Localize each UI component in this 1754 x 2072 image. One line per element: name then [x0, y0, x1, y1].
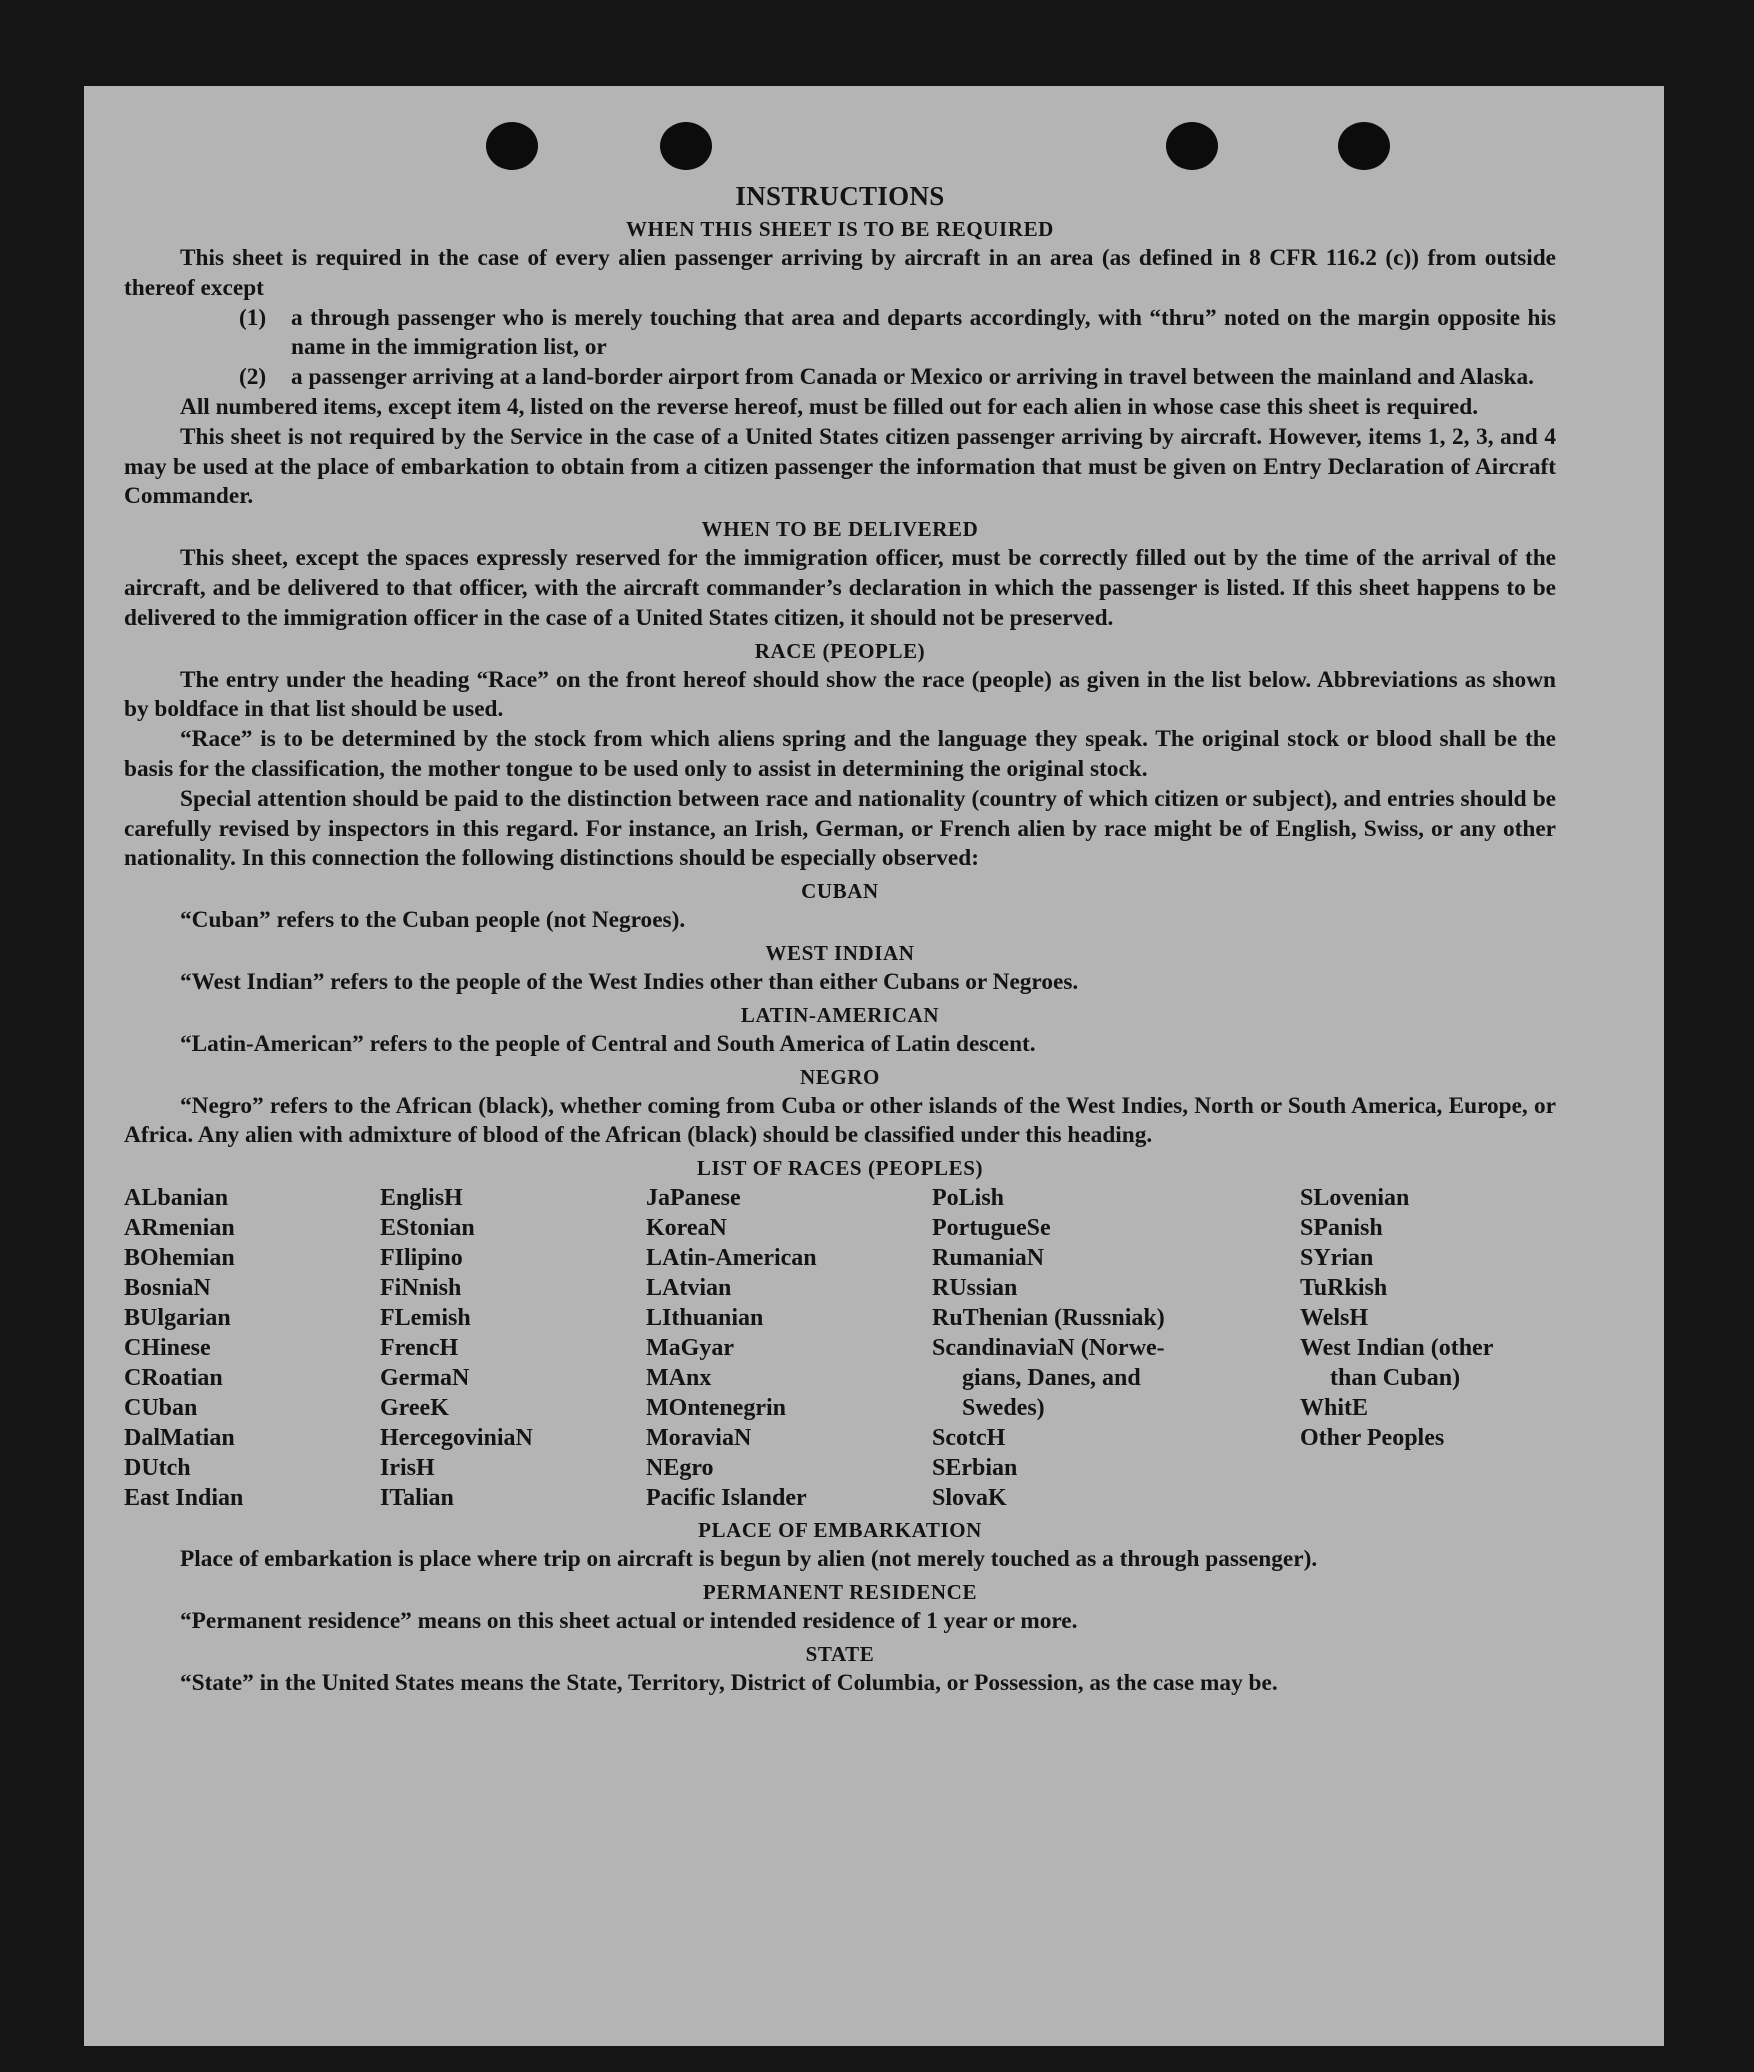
race-entry: SYrian [1300, 1245, 1374, 1272]
race-entry: BosniaN [124, 1275, 211, 1302]
punch-hole-4 [1338, 122, 1390, 170]
heading-race: RACE (PEOPLE) [754, 638, 926, 663]
exception-item-1 [239, 304, 1556, 364]
race-entry: CRoatian [124, 1365, 223, 1392]
state-para: “State” in the United States means the State, Territory, District of Columbia, or Possession, as the case may be. [180, 1669, 1278, 1696]
exception-item-2-text: a passenger arriving at a land-border airport from Canada or Mexico or arriving in travel between the mainland and Alaska. [291, 364, 1534, 391]
when-delivered-para: This sheet, except the spaces expressly reserved for the immigration officer, must be correctly filled out by the time of the arrival of the aircraft, and be delivered to that officer, with the aircraft commander’s declaration in which the passenger is listed. If this sheet happens to be delivered to the immigration officer in the case of a United States citizen, it should not be preserved. [124, 545, 1556, 631]
race-entry: IrisH [380, 1455, 435, 1482]
race-entry: West Indian (other [1300, 1335, 1494, 1362]
race-entry: DUtch [124, 1455, 191, 1482]
race-entry: MaGyar [646, 1335, 734, 1362]
heading-when-delivered: WHEN TO BE DELIVERED [701, 517, 979, 542]
race-column-3 [646, 1183, 932, 1513]
race-entry: GermaN [380, 1365, 470, 1392]
punch-hole-2 [660, 122, 712, 170]
race-entry: BOhemian [124, 1245, 235, 1272]
race-column-1 [124, 1183, 380, 1513]
when-required-para-3: This sheet is not required by the Service in the case of a United States citizen passenger arriving by aircraft. However, items 1, 2, 3, and 4 may be used at the place of embarkation to obtain from a citizen passenger the information that must be given on Entry Declaration of Aircraft Commander. [124, 423, 1556, 510]
race-list [124, 1183, 1556, 1513]
race-entry: PoLish [932, 1185, 1005, 1212]
punch-hole-1 [486, 122, 538, 170]
race-entry: ScotcH [932, 1425, 1006, 1452]
race-entry: RumaniaN [932, 1245, 1045, 1272]
race-entry: ARmenian [124, 1215, 235, 1242]
heading-list-of-races: LIST OF RACES (PEOPLES) [696, 1156, 984, 1181]
race-entry: LAtvian [646, 1275, 732, 1302]
cuban-para: “Cuban” refers to the Cuban people (not Negroes). [180, 907, 686, 934]
residence-para: “Permanent residence” means on this sheet actual or intended residence of 1 year or more. [180, 1607, 1078, 1634]
instruction-sheet [84, 86, 1664, 2046]
race-entry: MoraviaN [646, 1425, 752, 1452]
latin-american-para: “Latin-American” refers to the people of Central and South America of Latin descent. [180, 1030, 1036, 1057]
race-entry: TuRkish [1300, 1275, 1388, 1302]
race-entry: GreeK [380, 1395, 449, 1422]
race-column-2 [380, 1183, 646, 1513]
heading-cuban: CUBAN [801, 879, 879, 904]
race-entry-continuation: gians, Danes, and [962, 1365, 1141, 1392]
race-para-1: The entry under the heading “Race” on the front hereof should show the race (people) as given in the list below. Abbreviations as shown by boldface in that list should be used. [124, 666, 1556, 723]
race-entry: EnglisH [380, 1185, 463, 1212]
exception-item-1-number: (1) [239, 304, 267, 331]
race-entry: NEgro [646, 1455, 714, 1482]
race-entry: CHinese [124, 1335, 211, 1362]
exception-item-2 [239, 363, 1556, 393]
race-entry: EStonian [380, 1215, 475, 1242]
heading-permanent-residence: PERMANENT RESIDENCE [702, 1579, 978, 1604]
negro-para: “Negro” refers to the African (black), whether coming from Cuba or other islands of the West Indies, North or South America, Europe, or Africa. Any alien with admixture of blood of the African (black) should be classified under this heading. [124, 1092, 1556, 1149]
race-entry: SErbian [932, 1455, 1018, 1482]
when-required-para-2: All numbered items, except item 4, listed on the reverse hereof, must be filled out for each alien in whose case this sheet is required. [180, 393, 1479, 420]
race-entry: FiNnish [380, 1275, 462, 1302]
race-entry-continuation: Swedes) [962, 1395, 1045, 1422]
heading-place-of-embarkation: PLACE OF EMBARKATION [698, 1518, 982, 1543]
race-entry: Other Peoples [1300, 1425, 1445, 1452]
punch-hole-3 [1166, 122, 1218, 170]
race-para-3: Special attention should be paid to the distinction between race and nationality (country of which citizen or subject), and entries should be carefully revised by inspectors in this regard. For instance, an Irish, German, or French alien by race might be of English, Swiss, or any other nationality. In this connection the following distinctions should be especially observed: [124, 785, 1556, 872]
race-entry: SLovenian [1300, 1185, 1410, 1212]
embarkation-para: Place of embarkation is place where trip on aircraft is begun by alien (not merely touched as a through passenger). [180, 1546, 1318, 1573]
heading-state: STATE [805, 1641, 875, 1666]
race-entry-continuation: than Cuban) [1330, 1365, 1461, 1392]
race-entry: SlovaK [932, 1485, 1007, 1512]
heading-latin-american: LATIN-AMERICAN [740, 1002, 940, 1027]
exception-item-2-number: (2) [239, 364, 267, 391]
race-entry: KoreaN [646, 1215, 727, 1242]
race-column-4 [932, 1183, 1300, 1513]
race-para-2: “Race” is to be determined by the stock from which aliens spring and the language they speak. The original stock or blood shall be the basis for the classification, the mother tongue to be used only to assist in determining the original stock. [124, 726, 1556, 782]
race-entry: CUban [124, 1395, 198, 1422]
race-entry: RUssian [932, 1275, 1018, 1302]
race-entry: FrencH [380, 1335, 459, 1362]
race-entry: FIlipino [380, 1245, 463, 1272]
heading-west-indian: WEST INDIAN [765, 940, 915, 965]
race-entry: FLemish [380, 1305, 471, 1332]
race-entry: ITalian [380, 1485, 454, 1512]
when-required-intro: This sheet is required in the case of every alien passenger arriving by aircraft in an area (as defined in 8 CFR 116.2 (c)) from outside thereof except [124, 245, 1556, 301]
race-entry: East Indian [124, 1485, 244, 1512]
race-entry: ScandinaviaN (Norwe- [932, 1335, 1165, 1362]
race-entry: ALbanian [124, 1185, 229, 1212]
race-entry: LIthuanian [646, 1305, 764, 1332]
race-entry: Pacific Islander [646, 1485, 807, 1512]
race-column-5 [1300, 1183, 1570, 1513]
race-entry: HercegoviniaN [380, 1425, 533, 1452]
page-title: INSTRUCTIONS [735, 181, 945, 211]
west-indian-para: “West Indian” refers to the people of the West Indies other than either Cubans or Negroes. [180, 968, 1079, 995]
race-entry: JaPanese [646, 1185, 741, 1212]
race-entry: WhitE [1300, 1395, 1369, 1422]
race-entry: BUlgarian [124, 1305, 231, 1332]
race-entry: DalMatian [124, 1425, 235, 1452]
race-entry: LAtin-American [646, 1245, 817, 1272]
race-entry: SPanish [1300, 1215, 1383, 1242]
heading-negro: NEGRO [799, 1064, 880, 1089]
race-entry: RuThenian (Russniak) [932, 1305, 1165, 1332]
race-entry: MOntenegrin [646, 1395, 786, 1422]
exception-item-1-text: a through passenger who is merely touching that area and departs accordingly, with “thru” noted on the margin opposite his name in the immigration list, or [291, 304, 1556, 361]
race-entry: PortugueSe [932, 1215, 1051, 1242]
heading-when-required: WHEN THIS SHEET IS TO BE REQUIRED [626, 217, 1054, 241]
race-entry: WelsH [1300, 1305, 1369, 1332]
race-entry: MAnx [646, 1365, 712, 1392]
